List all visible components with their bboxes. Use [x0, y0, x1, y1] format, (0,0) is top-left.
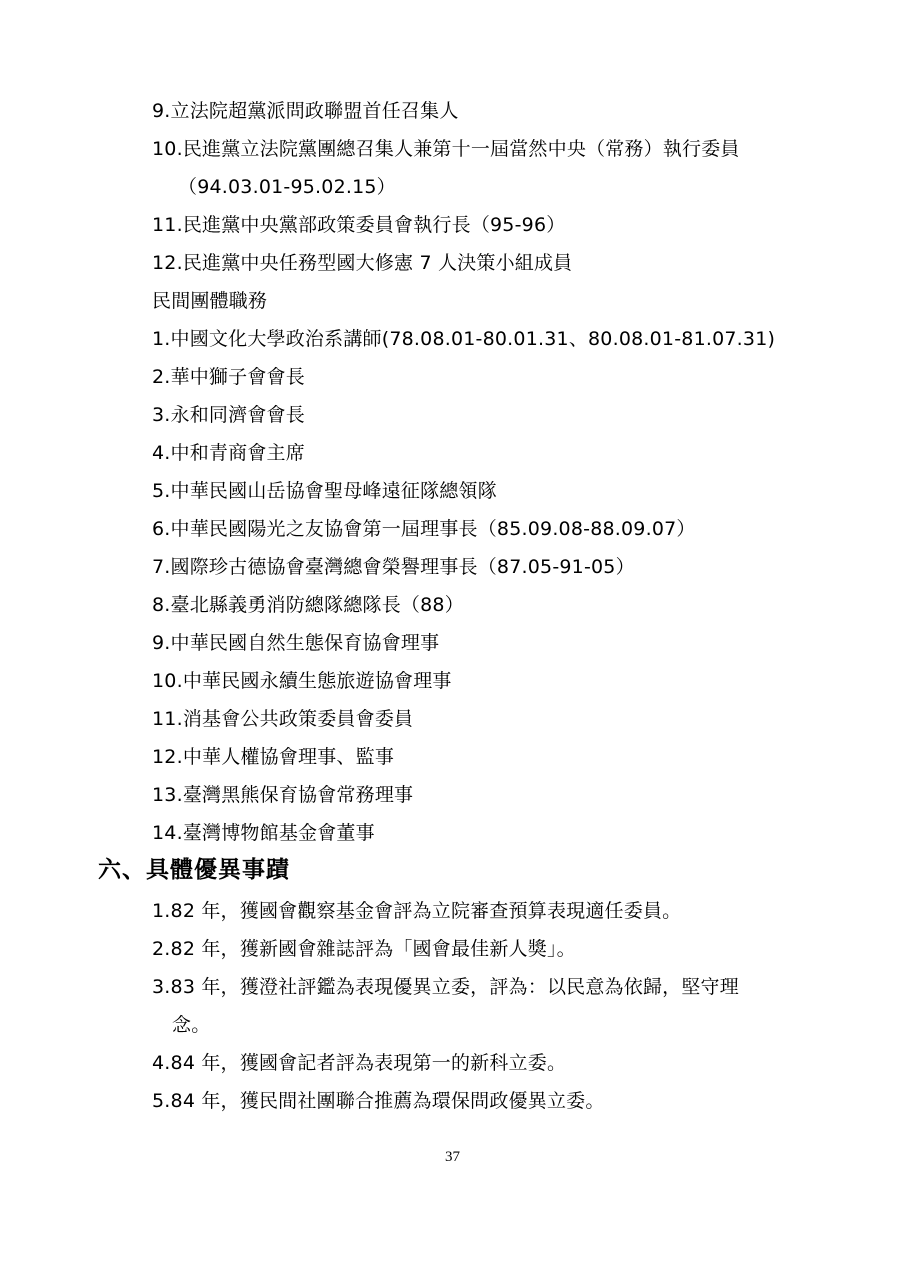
civil-item-9: 9.中華民國自然生態保育協會理事 [152, 632, 440, 654]
position-item-11: 11.民進黨中央黨部政策委員會執行長（95-96） [152, 214, 566, 236]
civil-item-6: 6.中華民國陽光之友協會第一屆理事長（85.09.08-88.09.07） [152, 518, 696, 540]
achievement-item-1: 1.82 年，獲國會觀察基金會評為立院審查預算表現適任委員。 [152, 900, 682, 922]
civil-item-12: 12.中華人權協會理事、監事 [152, 746, 395, 768]
position-item-12: 12.民進黨中央任務型國大修憲 7 人決策小組成員 [152, 252, 573, 274]
civil-item-13: 13.臺灣黑熊保育協會常務理事 [152, 784, 414, 806]
civil-item-11: 11.消基會公共政策委員會委員 [152, 708, 414, 730]
achievement-item-5: 5.84 年，獲民間社團聯合推薦為環保問政優異立委。 [152, 1090, 605, 1112]
civil-item-1: 1.中國文化大學政治系講師(78.08.01-80.01.31、80.08.01-81.07.31) [152, 328, 776, 350]
achievement-item-4: 4.84 年，獲國會記者評為表現第一的新科立委。 [152, 1052, 567, 1074]
civil-item-10: 10.中華民國永續生態旅遊協會理事 [152, 670, 452, 692]
civil-item-14: 14.臺灣博物館基金會董事 [152, 822, 375, 844]
achievement-item-3: 3.83 年，獲澄社評鑑為表現優異立委，評為：以民意為依歸，堅守理 [152, 976, 739, 998]
civil-item-2: 2.華中獅子會會長 [152, 366, 305, 388]
page-number: 37 [445, 1149, 460, 1165]
position-item-10: 10.民進黨立法院黨團總召集人兼第十一屆當然中央（常務）執行委員 [152, 138, 740, 160]
civil-item-3: 3.永和同濟會會長 [152, 404, 305, 426]
civil-item-4: 4.中和青商會主席 [152, 442, 305, 464]
civil-positions-heading: 民間團體職務 [152, 290, 268, 312]
position-item-9: 9.立法院超黨派問政聯盟首任召集人 [152, 100, 459, 122]
achievement-item-3-continued: 念。 [172, 1014, 211, 1036]
civil-item-5: 5.中華民國山岳協會聖母峰遠征隊總領隊 [152, 480, 497, 502]
achievement-item-2: 2.82 年，獲新國會雜誌評為「國會最佳新人獎」。 [152, 938, 576, 960]
civil-item-7: 7.國際珍古德協會臺灣總會榮譽理事長（87.05-91-05） [152, 556, 635, 578]
civil-item-8: 8.臺北縣義勇消防總隊總隊長（88） [152, 594, 464, 616]
section-heading-achievements: 六、具體優異事蹟 [98, 857, 290, 883]
position-item-10-dates: （94.03.01-95.02.15） [178, 176, 396, 198]
